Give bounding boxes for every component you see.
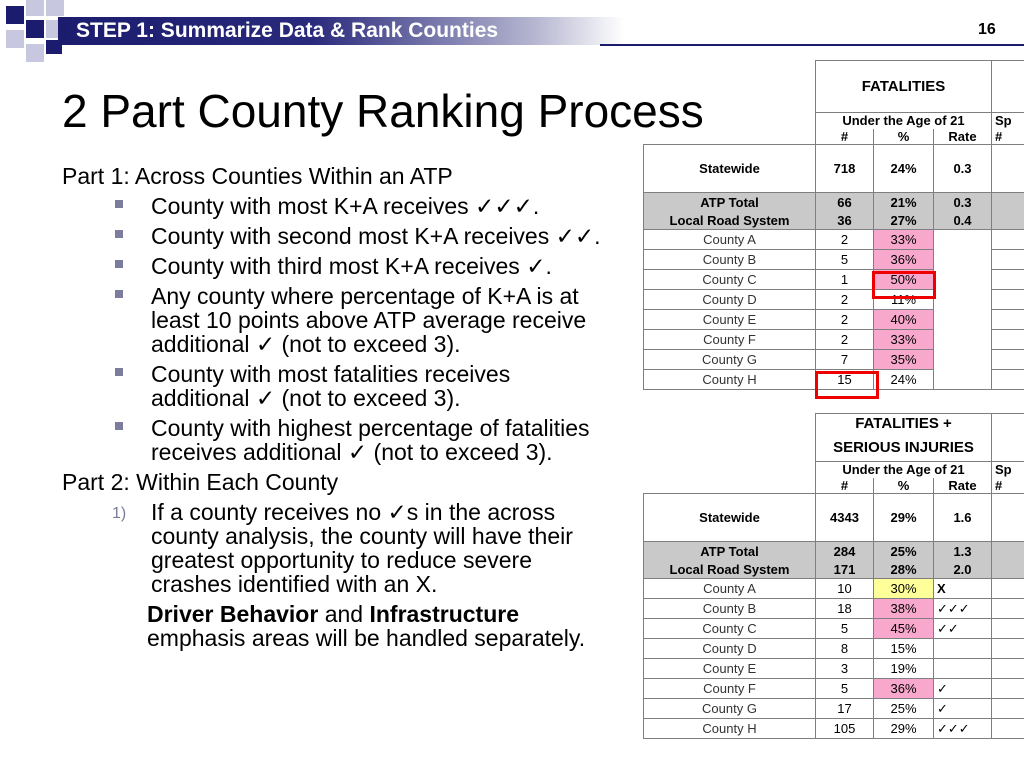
bullet-text: County with most fatalities receives additional ✓ (not to exceed 3). xyxy=(151,361,511,411)
table-cell: 4343 xyxy=(816,494,874,542)
emphasis-text: emphasis areas will be handled separately. xyxy=(147,625,586,651)
table-cell: 2 xyxy=(816,310,874,330)
bullet-text: County with most K+A receives ✓✓✓. xyxy=(151,193,540,219)
table-cell: 1.3 xyxy=(934,542,992,561)
county-name: County A xyxy=(644,230,816,250)
county-name: County E xyxy=(644,310,816,330)
table-cell: 3 xyxy=(816,659,874,679)
empty-cell xyxy=(992,414,1024,434)
table-title-line1: FATALITIES + xyxy=(816,414,992,434)
table-cell xyxy=(992,659,1024,679)
table-title-line2: SERIOUS INJURIES xyxy=(816,434,992,462)
table-title: FATALITIES xyxy=(816,61,992,113)
column-header: Rate xyxy=(934,129,992,145)
table-cell xyxy=(992,679,1024,699)
item-number: 1) xyxy=(112,505,127,522)
part1-bullet-list xyxy=(62,194,614,464)
table-row xyxy=(644,699,1024,719)
table-cell: 8 xyxy=(816,639,874,659)
bullet-item xyxy=(62,416,614,464)
table-cell: 7 xyxy=(816,350,874,370)
infrastructure-label: Infrastructure xyxy=(369,601,520,627)
decor-square xyxy=(46,0,64,16)
table-cell: 2 xyxy=(816,330,874,350)
county-name: County B xyxy=(644,250,816,270)
table-cell xyxy=(992,212,1024,230)
group-header: Under the Age of 21 xyxy=(816,462,992,478)
header-title: STEP 1: Summarize Data & Rank Counties xyxy=(76,19,499,42)
table-row xyxy=(644,679,1024,699)
table-cell: 11% xyxy=(874,290,934,310)
table-cell: 1 xyxy=(816,270,874,290)
slide-title: 2 Part County Ranking Process xyxy=(62,85,704,137)
atp-total-label: ATP Total xyxy=(644,542,816,561)
column-header: # xyxy=(816,478,874,494)
county-name: County F xyxy=(644,330,816,350)
table-cell: 171 xyxy=(816,561,874,579)
rank-mark xyxy=(934,659,992,679)
bullet-marker xyxy=(115,230,123,238)
table-cell: 284 xyxy=(816,542,874,561)
column-header: # xyxy=(992,129,1024,145)
table-cell xyxy=(992,250,1024,270)
table-cell: 50% xyxy=(874,270,934,290)
decor-square xyxy=(6,30,24,48)
county-name: County B xyxy=(644,599,816,619)
bullet-marker xyxy=(115,290,123,298)
table-cell: 36% xyxy=(874,250,934,270)
bullet-item xyxy=(62,284,614,356)
rank-mark: ✓✓✓ xyxy=(934,719,992,739)
county-name: County D xyxy=(644,639,816,659)
decor-square xyxy=(26,0,44,16)
bullet-text: County with second most K+A receives ✓✓. xyxy=(151,223,601,249)
decor-square xyxy=(26,20,44,38)
table-cell: 25% xyxy=(874,542,934,561)
table-cell xyxy=(992,542,1024,561)
driver-behavior-label: Driver Behavior xyxy=(147,601,319,627)
county-name: County G xyxy=(644,699,816,719)
empty-cell xyxy=(644,414,816,434)
highlight-box-county-h-num xyxy=(815,371,879,399)
table-cell xyxy=(992,699,1024,719)
column-header: % xyxy=(874,129,934,145)
table-cell xyxy=(992,230,1024,250)
table-cell xyxy=(992,370,1024,390)
part1-heading: Part 1: Across Counties Within an ATP xyxy=(62,163,453,189)
empty-cell xyxy=(644,434,816,462)
county-name: County A xyxy=(644,579,816,599)
table-cell xyxy=(992,330,1024,350)
bullet-text: County with third most K+A receives ✓. xyxy=(151,253,552,279)
header-divider xyxy=(600,44,1024,46)
atp-total-label: ATP Total xyxy=(644,193,816,212)
table-cell: 5 xyxy=(816,250,874,270)
table-cell: 2 xyxy=(816,290,874,310)
bullet-item xyxy=(62,194,614,218)
table-cell: 1.6 xyxy=(934,494,992,542)
table-cell: 5 xyxy=(816,679,874,699)
table-cell: 66 xyxy=(816,193,874,212)
table-cell: 18 xyxy=(816,599,874,619)
fatalities-table xyxy=(643,60,1024,390)
table-cell xyxy=(992,599,1024,619)
rank-mark: X xyxy=(934,579,992,599)
table-row xyxy=(644,579,1024,599)
table-row xyxy=(644,619,1024,639)
group-header: Under the Age of 21 xyxy=(816,113,992,129)
table-cell: 5 xyxy=(816,619,874,639)
county-name: County H xyxy=(644,719,816,739)
county-name: County C xyxy=(644,619,816,639)
county-name: County G xyxy=(644,350,816,370)
table-cell: 718 xyxy=(816,145,874,193)
table-row xyxy=(644,639,1024,659)
empty-cell xyxy=(644,462,816,478)
table-cell: 30% xyxy=(874,579,934,599)
numbered-item-text: If a county receives no ✓s in the across county analysis, the county will have their greatest opportunity to reduce severe crashes identified with an X. xyxy=(151,499,573,597)
and-word: and xyxy=(318,601,370,627)
column-header: # xyxy=(816,129,874,145)
bullet-marker xyxy=(115,200,123,208)
rank-mark: ✓ xyxy=(934,679,992,699)
county-name: County D xyxy=(644,290,816,310)
empty-cell xyxy=(992,61,1024,113)
table-row xyxy=(644,599,1024,619)
table-cell: 28% xyxy=(874,561,934,579)
county-name: County C xyxy=(644,270,816,290)
slide-number: 16 xyxy=(978,21,996,38)
fatalities-serious-injuries-table xyxy=(643,413,1024,739)
rank-mark: ✓ xyxy=(934,699,992,719)
table-cell: 45% xyxy=(874,619,934,639)
table-cell: 0.4 xyxy=(934,212,992,230)
partial-header: Sp xyxy=(992,462,1024,478)
county-name: County E xyxy=(644,659,816,679)
table-cell: 24% xyxy=(874,145,934,193)
part2-heading: Part 2: Within Each County xyxy=(62,469,339,495)
table-cell xyxy=(992,619,1024,639)
local-road-label: Local Road System xyxy=(644,212,816,230)
table-cell xyxy=(992,145,1024,193)
numbered-item xyxy=(62,500,614,596)
table-row xyxy=(644,230,1024,250)
table-cell: 15% xyxy=(874,639,934,659)
empty-cell xyxy=(644,129,816,145)
local-road-label: Local Road System xyxy=(644,561,816,579)
table-cell: 2 xyxy=(816,230,874,250)
bullet-item xyxy=(62,224,614,248)
bullet-marker xyxy=(115,368,123,376)
table-cell: 29% xyxy=(874,494,934,542)
emphasis-note xyxy=(62,602,614,650)
statewide-label: Statewide xyxy=(644,494,816,542)
table-cell xyxy=(992,639,1024,659)
table-cell: 29% xyxy=(874,719,934,739)
empty-cell xyxy=(644,61,816,113)
table-cell xyxy=(992,494,1024,542)
empty-cell xyxy=(644,113,816,129)
partial-header: Sp xyxy=(992,113,1024,129)
rank-mark: ✓✓✓ xyxy=(934,599,992,619)
table-cell: 105 xyxy=(816,719,874,739)
rank-mark xyxy=(934,639,992,659)
table-cell: 35% xyxy=(874,350,934,370)
table-cell: 38% xyxy=(874,599,934,619)
table-cell: 36% xyxy=(874,679,934,699)
empty-cell xyxy=(644,478,816,494)
table-cell: 33% xyxy=(874,230,934,250)
column-header: % xyxy=(874,478,934,494)
table-row xyxy=(644,659,1024,679)
table-cell: 33% xyxy=(874,330,934,350)
table-cell: 36 xyxy=(816,212,874,230)
table-cell xyxy=(992,270,1024,290)
column-header: # xyxy=(992,478,1024,494)
table-cell: 40% xyxy=(874,310,934,330)
part2-list xyxy=(62,500,614,596)
table-cell: 25% xyxy=(874,699,934,719)
county-name: County H xyxy=(644,370,816,390)
bullet-marker xyxy=(115,260,123,268)
bullet-item xyxy=(62,362,614,410)
table-row xyxy=(644,719,1024,739)
table-cell: 15 xyxy=(816,370,874,390)
table-cell xyxy=(992,193,1024,212)
bullet-text: Any county where percentage of K+A is at least 10 points above ATP average receive additional ✓ (not to exceed 3). xyxy=(151,283,587,357)
empty-cell xyxy=(992,434,1024,462)
table-cell: 0.3 xyxy=(934,145,992,193)
statewide-label: Statewide xyxy=(644,145,816,193)
table-cell: 27% xyxy=(874,212,934,230)
table-cell: 2.0 xyxy=(934,561,992,579)
decor-square xyxy=(6,6,24,24)
county-name: County F xyxy=(644,679,816,699)
decor-square xyxy=(26,44,44,62)
table-cell xyxy=(992,579,1024,599)
table-cell: 19% xyxy=(874,659,934,679)
table-cell xyxy=(992,561,1024,579)
table-cell xyxy=(934,230,992,390)
bullet-marker xyxy=(115,422,123,430)
column-header: Rate xyxy=(934,478,992,494)
table-cell xyxy=(992,350,1024,370)
bullet-text: County with highest percentage of fatalities receives additional ✓ (not to exceed 3). xyxy=(151,415,590,465)
table-cell: 0.3 xyxy=(934,193,992,212)
highlight-box-county-c-pct xyxy=(872,271,936,299)
table-cell xyxy=(992,290,1024,310)
table-cell: 21% xyxy=(874,193,934,212)
table-cell: 24% xyxy=(874,370,934,390)
table-cell: 17 xyxy=(816,699,874,719)
table-cell xyxy=(992,719,1024,739)
rank-mark: ✓✓ xyxy=(934,619,992,639)
slide-body xyxy=(62,164,614,650)
bullet-item xyxy=(62,254,614,278)
table-cell xyxy=(992,310,1024,330)
table-cell: 10 xyxy=(816,579,874,599)
